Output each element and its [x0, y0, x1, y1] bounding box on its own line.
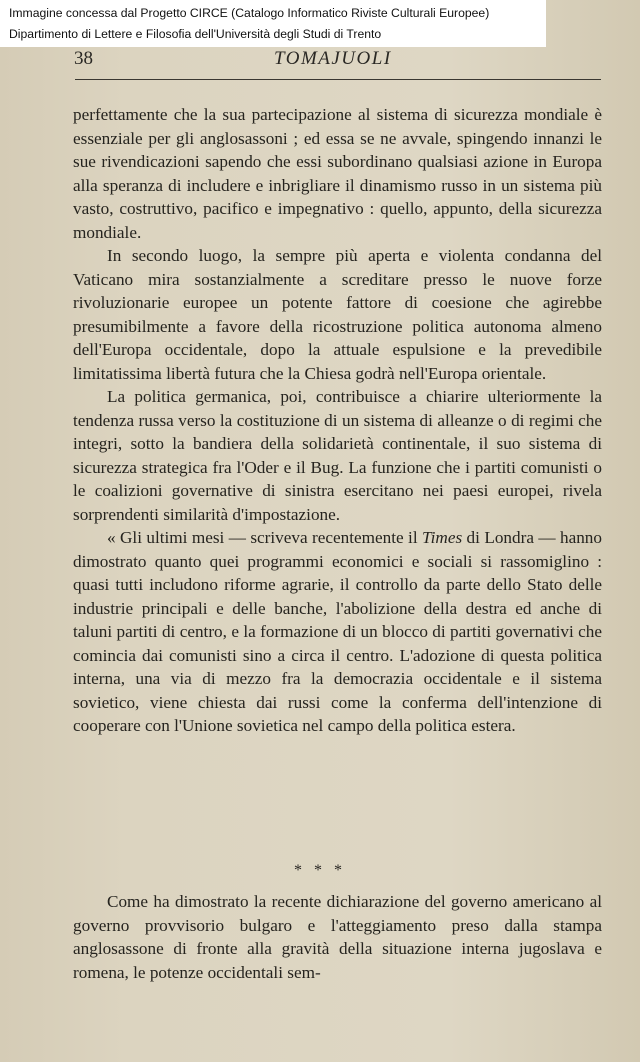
- section-separator: * * *: [294, 862, 346, 879]
- quote-before: « Gli ultimi mesi — scriveva recentemente il: [107, 528, 423, 547]
- paragraph-times-quote: [73, 526, 602, 738]
- header-rule: [75, 79, 601, 80]
- article-body: [73, 103, 602, 738]
- paragraph-germany: La politica germanica, poi, contribuisce a chiarire ulteriormente la tendenza russa verso la costituzione di un sistema di alleanze o di regimi che integri, sotto la bandiera della solidarietà continentale, il suo sistema di sicurezza strategica fra l'Oder e il Bug. La funzione che i partiti comunisti o le coalizioni governative di sinistra esercitano nei paesi europei, rivela sorprendenti similarità d'impostazione.: [73, 387, 602, 524]
- quote-after: di Londra — hanno dimostrato quanto quei programmi economici e sociali si rassomiglino : quasi tutti includono riforme agrarie, il controllo da parte dello Stato delle industrie principali e delle banche, l'abolizione della destra ed anche di taluni partiti di centro, e la formazione di un blocco di partiti governativi che comincia dai comunisti sino a circa il centro. L'adozione di questa politica interna, una via di mezzo fra la democrazia occidentale e il sistema sovietico, viene chiesta dai russi come la conferma dell'intenzione di cooperare con l'Unione sovietica nel campo della politica estera.: [73, 528, 602, 735]
- credit-line-2: Dipartimento di Lettere e Filosofia dell'Università degli Studi di Trento: [9, 27, 382, 41]
- paragraph-final: Come ha dimostrato la recente dichiarazione del governo americano al governo provvisorio bulgaro e l'atteggiamento preso dalla stampa anglosassone di fronte alla gravità della situazione interna jugoslava e romena, le potenze occidentali sem-: [73, 892, 602, 982]
- running-title: TOMAJUOLI: [274, 48, 392, 69]
- paragraph-second-point: In secondo luogo, la sempre più aperta e violenta condanna del Vaticano mira sostanzialmente a screditare presso le nuove forze rivoluzionarie europee un potente fattore di coesione che agirebbe presumibilmente a favore della ricostruzione politica autonoma almeno dell'Europa occidentale, dopo la attuale espulsione e la prevedibile limitatissima libertà futura che la Chiesa godrà nell'Europa orientale.: [73, 246, 602, 383]
- running-header: [74, 46, 602, 76]
- credit-line-1: Immagine concessa dal Progetto CIRCE (Catalogo Informatico Riviste Culturali Europee): [9, 6, 490, 20]
- page-number: 38: [74, 48, 93, 69]
- image-credit-banner: [0, 0, 546, 47]
- article-body-continued: [73, 890, 602, 984]
- paragraph-continued: perfettamente che la sua partecipazione al sistema di sicurezza mondiale è essenziale per gli anglosassoni ; ed essa se ne avvale, spingendo innanzi le sue rivendicazioni sapendo che essi subordinano qualsiasi azione in Europa alla speranza di includere e inbrigliare il dinamismo russo in un sistema più vasto, costruttivo, pacifico e impegnativo : quello, appunto, della sicurezza mondiale.: [73, 105, 602, 242]
- quote-source-italic: Times: [422, 528, 463, 547]
